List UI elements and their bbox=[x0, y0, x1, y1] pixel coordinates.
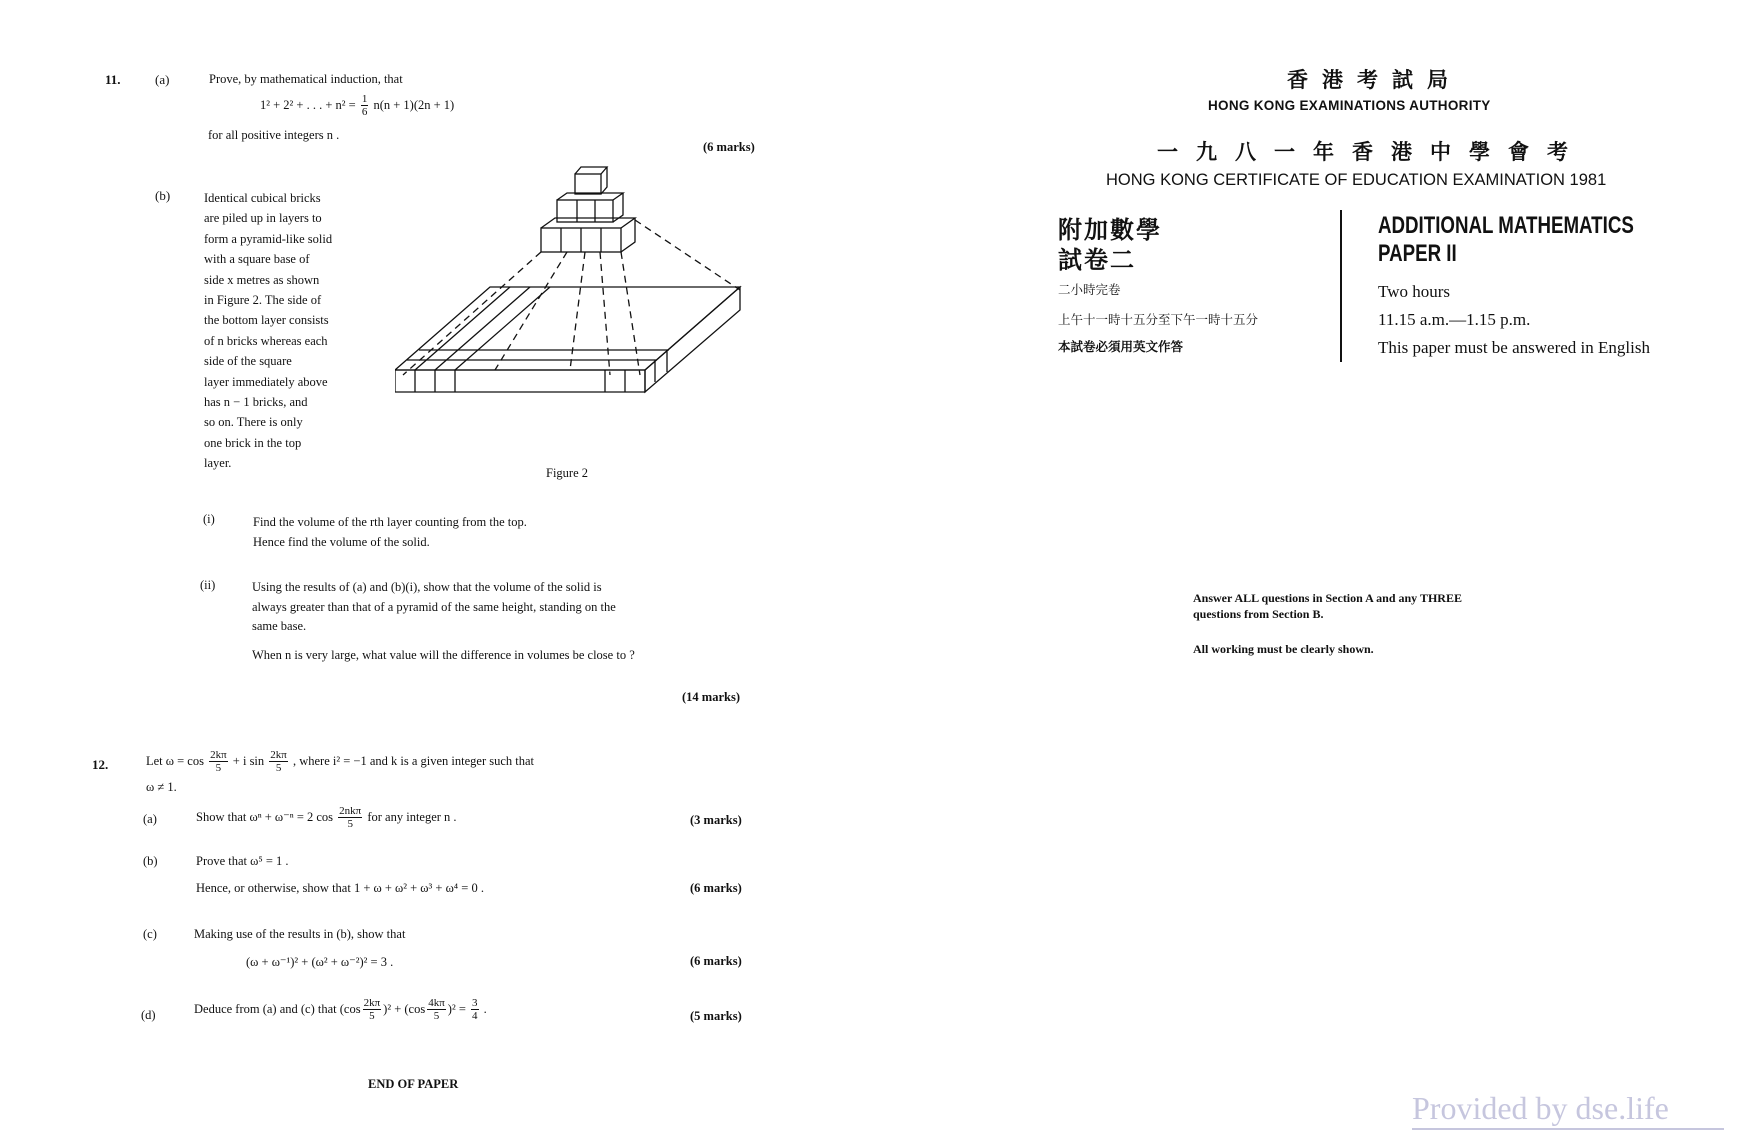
q11b-line: layer immediately above bbox=[204, 374, 328, 389]
pyramid-figure bbox=[395, 160, 785, 450]
authority-cn: 香港考試局 bbox=[1287, 68, 1462, 92]
q12d-frac1-num: 2kπ bbox=[363, 997, 381, 1009]
q12d-result-den: 4 bbox=[472, 1010, 478, 1022]
instruction-2: All working must be clearly shown. bbox=[1193, 642, 1374, 656]
q12-frac1-num: 2kπ bbox=[210, 749, 227, 761]
q12d-frac2-num: 4kπ bbox=[428, 997, 445, 1009]
q11b-ii-line: always greater than that of a pyramid of the same height, standing on the bbox=[252, 599, 616, 614]
duration-en: Two hours bbox=[1378, 282, 1451, 301]
q11b-ii-label: (ii) bbox=[200, 578, 216, 592]
q12d-plus: + bbox=[394, 1001, 402, 1016]
q12-intro bbox=[146, 750, 534, 774]
q11b-text-block bbox=[204, 188, 332, 474]
q11b-line: one brick in the top bbox=[204, 435, 302, 450]
authority-en: HONG KONG EXAMINATIONS AUTHORITY bbox=[1208, 98, 1491, 113]
subject-cn-1: 附加數學 bbox=[1058, 217, 1162, 244]
q11b-label: (b) bbox=[155, 188, 171, 203]
q12d-paren1-open: (cos bbox=[339, 1001, 361, 1016]
q12-intro-line2: ω ≠ 1. bbox=[146, 780, 177, 794]
q11b-ii-line: same base. bbox=[252, 619, 307, 633]
q12d-frac2-den: 5 bbox=[433, 1010, 440, 1022]
q11b-line: layer. bbox=[204, 456, 232, 471]
bottom-layer bbox=[395, 287, 740, 392]
q12b-marks: (6 marks) bbox=[690, 881, 742, 895]
q12-frac2-num: 2kπ bbox=[270, 749, 287, 761]
third-layer bbox=[541, 218, 635, 252]
q11b-line: with a square base of bbox=[204, 252, 310, 267]
q12c-line1: Making use of the results in (b), show that bbox=[194, 927, 406, 941]
q11b-line: in Figure 2. The side of bbox=[204, 293, 322, 308]
q11b-i-text bbox=[253, 512, 527, 552]
figure-caption: Figure 2 bbox=[546, 466, 589, 480]
q11b-line: of n bricks whereas each bbox=[204, 333, 328, 348]
q12d-equals: = bbox=[458, 1001, 466, 1016]
q12d-paren1-close: )² bbox=[383, 1001, 392, 1016]
q11b-line: has n − 1 bricks, and bbox=[204, 395, 308, 410]
perspective-lines bbox=[403, 220, 740, 375]
q12d-paren2-open: (cos bbox=[404, 1001, 426, 1016]
q12b-line2: Hence, or otherwise, show that 1 + ω + ω² + ω³ + ω⁴ = 0 . bbox=[196, 881, 484, 895]
q12a-frac-num: 2nkπ bbox=[339, 805, 362, 817]
q12a-label: (a) bbox=[143, 812, 157, 826]
q11a-formula-rhs: n(n + 1)(2n + 1) bbox=[373, 97, 455, 112]
end-of-paper: END OF PAPER bbox=[368, 1077, 459, 1091]
language-en: This paper must be answered in English bbox=[1378, 338, 1650, 357]
q11a-intro: Prove, by mathematical induction, that bbox=[209, 72, 403, 86]
q11b-line: form a pyramid-like solid bbox=[204, 231, 333, 246]
q12c-marks: (6 marks) bbox=[690, 954, 742, 968]
cover-divider bbox=[1340, 210, 1342, 362]
q12a-text-a: Show that ωⁿ + ω⁻ⁿ = 2 cos bbox=[196, 809, 334, 824]
subject-en-1: ADDITIONAL MATHEMATICS bbox=[1378, 212, 1634, 239]
q11b-i-line: Hence find the volume of the solid. bbox=[253, 535, 430, 549]
q11b-line: so on. There is only bbox=[204, 415, 303, 430]
q11b-i-label: (i) bbox=[203, 512, 215, 526]
q12a-frac-den: 5 bbox=[347, 818, 353, 830]
q11a-frac-den: 6 bbox=[361, 106, 368, 118]
q12-number: 12. bbox=[92, 757, 109, 772]
subject-cn-2: 試卷二 bbox=[1058, 247, 1136, 274]
q12a-text-b: for any integer n . bbox=[367, 809, 457, 824]
q12-intro-b: + i sin bbox=[232, 753, 265, 768]
q12d-frac1-den: 5 bbox=[369, 1010, 375, 1022]
q12d-text-a: Deduce from (a) and (c) that bbox=[194, 1001, 337, 1016]
q11a-label: (a) bbox=[155, 72, 170, 87]
top-brick bbox=[575, 167, 607, 194]
q11b-line: are piled up in layers to bbox=[204, 211, 322, 226]
q11b-i-line: Find the volume of the rth layer counting from the top. bbox=[253, 515, 527, 529]
q12-frac2-den: 5 bbox=[275, 762, 282, 774]
q11b-ii-text bbox=[252, 578, 616, 637]
q12-intro-c: , where i² = −1 and k is a given integer such that bbox=[292, 753, 535, 768]
exam-cn: 一九八一年香港中學會考 bbox=[1157, 140, 1586, 164]
q12-frac1-den: 5 bbox=[215, 762, 222, 774]
q11b-line: Identical cubical bricks bbox=[204, 191, 321, 205]
q11b-marks: (14 marks) bbox=[682, 690, 740, 704]
q12d-text bbox=[194, 998, 487, 1022]
q12c-label: (c) bbox=[143, 927, 157, 941]
subject-en-2: PAPER II bbox=[1378, 240, 1457, 267]
exam-en: HONG KONG CERTIFICATE OF EDUCATION EXAMINATION 1981 bbox=[1106, 171, 1607, 189]
instruction-1a: Answer ALL questions in Section A and any THREE bbox=[1193, 591, 1462, 605]
q12d-marks: (5 marks) bbox=[690, 1009, 742, 1023]
q12a-text bbox=[196, 806, 457, 830]
q12d-paren2-close: )² bbox=[447, 1001, 456, 1016]
q12d-label: (d) bbox=[141, 1008, 156, 1022]
q11a-frac-num: 1 bbox=[361, 93, 368, 105]
q11a-for-all: for all positive integers n . bbox=[208, 128, 340, 142]
q11b-line: the bottom layer consists bbox=[204, 313, 329, 328]
q12d-end: . bbox=[483, 1001, 487, 1016]
time-cn: 上午十一時十五分至下午一時十五分 bbox=[1058, 313, 1259, 327]
instruction-1b: questions from Section B. bbox=[1193, 607, 1324, 621]
q11a-formula-lhs: 1² + 2² + . . . + n² = bbox=[260, 97, 356, 112]
q12b-line1: Prove that ω⁵ = 1 . bbox=[196, 854, 289, 868]
q11-number: 11. bbox=[105, 72, 121, 87]
credit-underline bbox=[1412, 1128, 1724, 1130]
q12d-result-num: 3 bbox=[472, 997, 478, 1009]
q11a-formula bbox=[260, 94, 454, 118]
q11b-ii-line: Using the results of (a) and (b)(i), show that the volume of the solid is bbox=[252, 580, 602, 594]
language-cn: 本試卷必須用英文作答 bbox=[1058, 340, 1184, 354]
q11b-line: side x metres as shown bbox=[204, 272, 320, 287]
q12c-formula: (ω + ω⁻¹)² + (ω² + ω⁻²)² = 3 . bbox=[246, 955, 394, 969]
q11a-marks: (6 marks) bbox=[703, 140, 755, 154]
time-en: 11.15 a.m.—1.15 p.m. bbox=[1378, 310, 1531, 329]
q12b-label: (b) bbox=[143, 854, 158, 868]
q11b-line: side of the square bbox=[204, 354, 292, 369]
credit-link[interactable]: Provided by dse.life bbox=[1412, 1090, 1669, 1126]
duration-cn: 二小時完卷 bbox=[1058, 283, 1121, 297]
q11b-ii-question: When n is very large, what value will the difference in volumes be close to ? bbox=[252, 648, 635, 662]
q12-intro-a: Let ω = cos bbox=[146, 753, 204, 768]
q12a-marks: (3 marks) bbox=[690, 813, 742, 827]
